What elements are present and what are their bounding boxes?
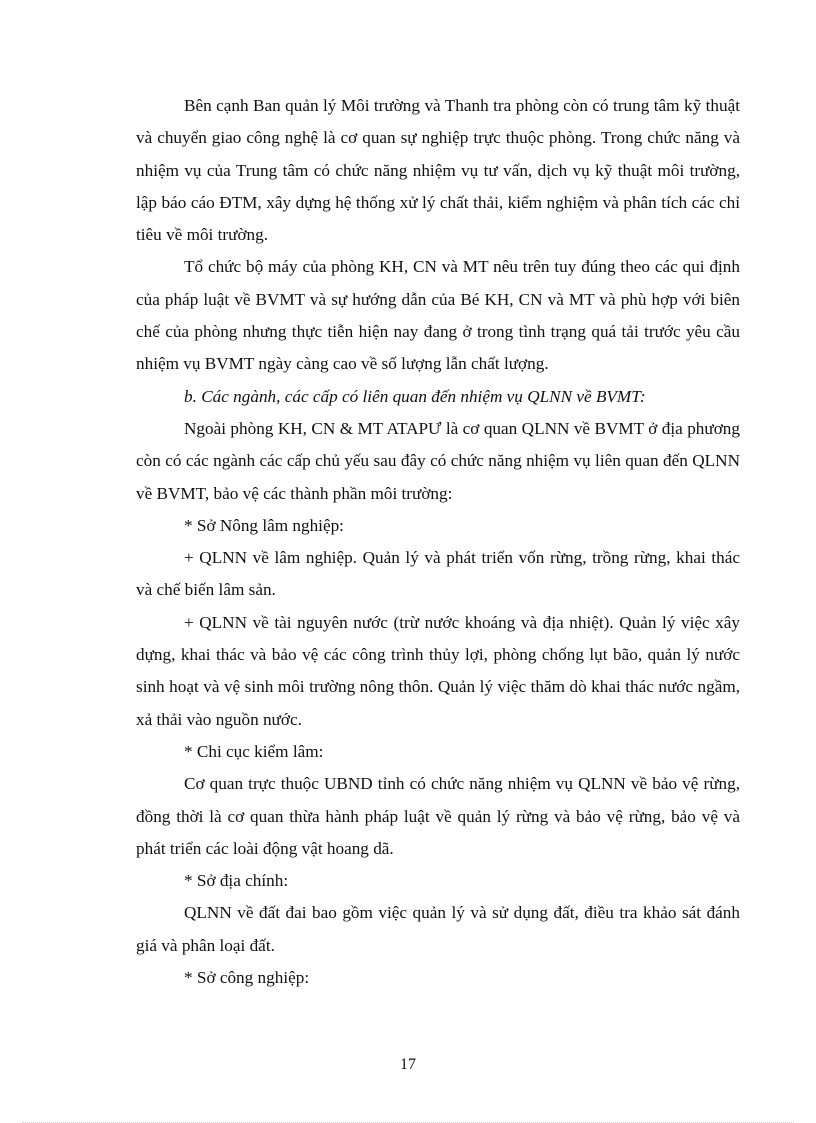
paragraph-organization: Tổ chức bộ máy của phòng KH, CN và MT nêu trên tuy đúng theo các qui định của pháp luật về BVMT và sự hướng dẫn của Bé KH, CN và MT và phù hợp với biên chế của phòng nhưng thực tiễn hiện nay đang ở trong tình trạng quá tải trước yêu cầu nhiệm vụ BVMT ngày càng cao về số lượng lẫn chất lượng. <box>136 257 740 374</box>
list-item-water-resources: + QLNN về tài nguyên nước (trừ nước khoáng và địa nhiệt). Quản lý việc xây dựng, khai thác và bảo vệ các công trình thủy lợi, phòng chống lụt bão, quản lý nước sinh hoạt và vệ sinh môi trường nông thôn. Quản lý việc thăm dò khai thác nước ngầm, xả thải vào nguồn nước. <box>136 612 740 729</box>
paragraph-land-administration: QLNN về đất đai bao gồm việc quản lý và sử dụng đất, điều tra khảo sát đánh giá và phân loại đất. <box>136 903 740 955</box>
list-item-forestry: + QLNN về lâm nghiệp. Quản lý và phát triển vốn rừng, trồng rừng, khai thác và chế biến lâm sản. <box>136 548 740 600</box>
list-heading-industry: * Sở công nghiệp: <box>184 968 310 988</box>
paragraph-forest-protection: Cơ quan trực thuộc UBND tỉnh có chức năng nhiệm vụ QLNN về bảo vệ rừng, đồng thời là cơ quan thừa hành pháp luật về quản lý rừng và bảo vệ rừng, bảo vệ và phát triển các loài động vật hoang dã. <box>136 774 740 858</box>
paragraph-other-agencies: Ngoài phòng KH, CN & MT ATAPƯ là cơ quan QLNN về BVMT ở địa phương còn có các ngành các cấp chủ yếu sau đây có chức năng nhiệm vụ liên quan đến QLNN về BVMT, bảo vệ các thành phần môi trường: <box>136 418 740 503</box>
paragraph-tech-center: Bên cạnh Ban quản lý Môi trường và Thanh tra phòng còn có trung tâm kỹ thuật và chuyển giao công nghệ là cơ quan sự nghiệp trực thuộc phòng. Trong chức năng và nhiệm vụ của Trung tâm có chức năng nhiệm vụ tư vấn, dịch vụ kỹ thuật môi trường, lập báo cáo ĐTM, xây dựng hệ thống xử lý chất thải, kiểm nghiệm và phân tích các chỉ tiêu về môi trường. <box>136 96 740 245</box>
list-heading-agriculture-forestry: * Sở Nông lâm nghiệp: <box>184 515 344 535</box>
list-heading-land-administration: * Sở địa chính: <box>184 871 289 891</box>
document-body <box>136 90 740 994</box>
page-number: 17 <box>400 1056 416 1073</box>
section-heading-b: b. Các ngành, các cấp có liên quan đến nhiệm vụ QLNN về BVMT: <box>184 386 646 406</box>
list-heading-forest-protection: * Chi cục kiểm lâm: <box>184 741 324 761</box>
